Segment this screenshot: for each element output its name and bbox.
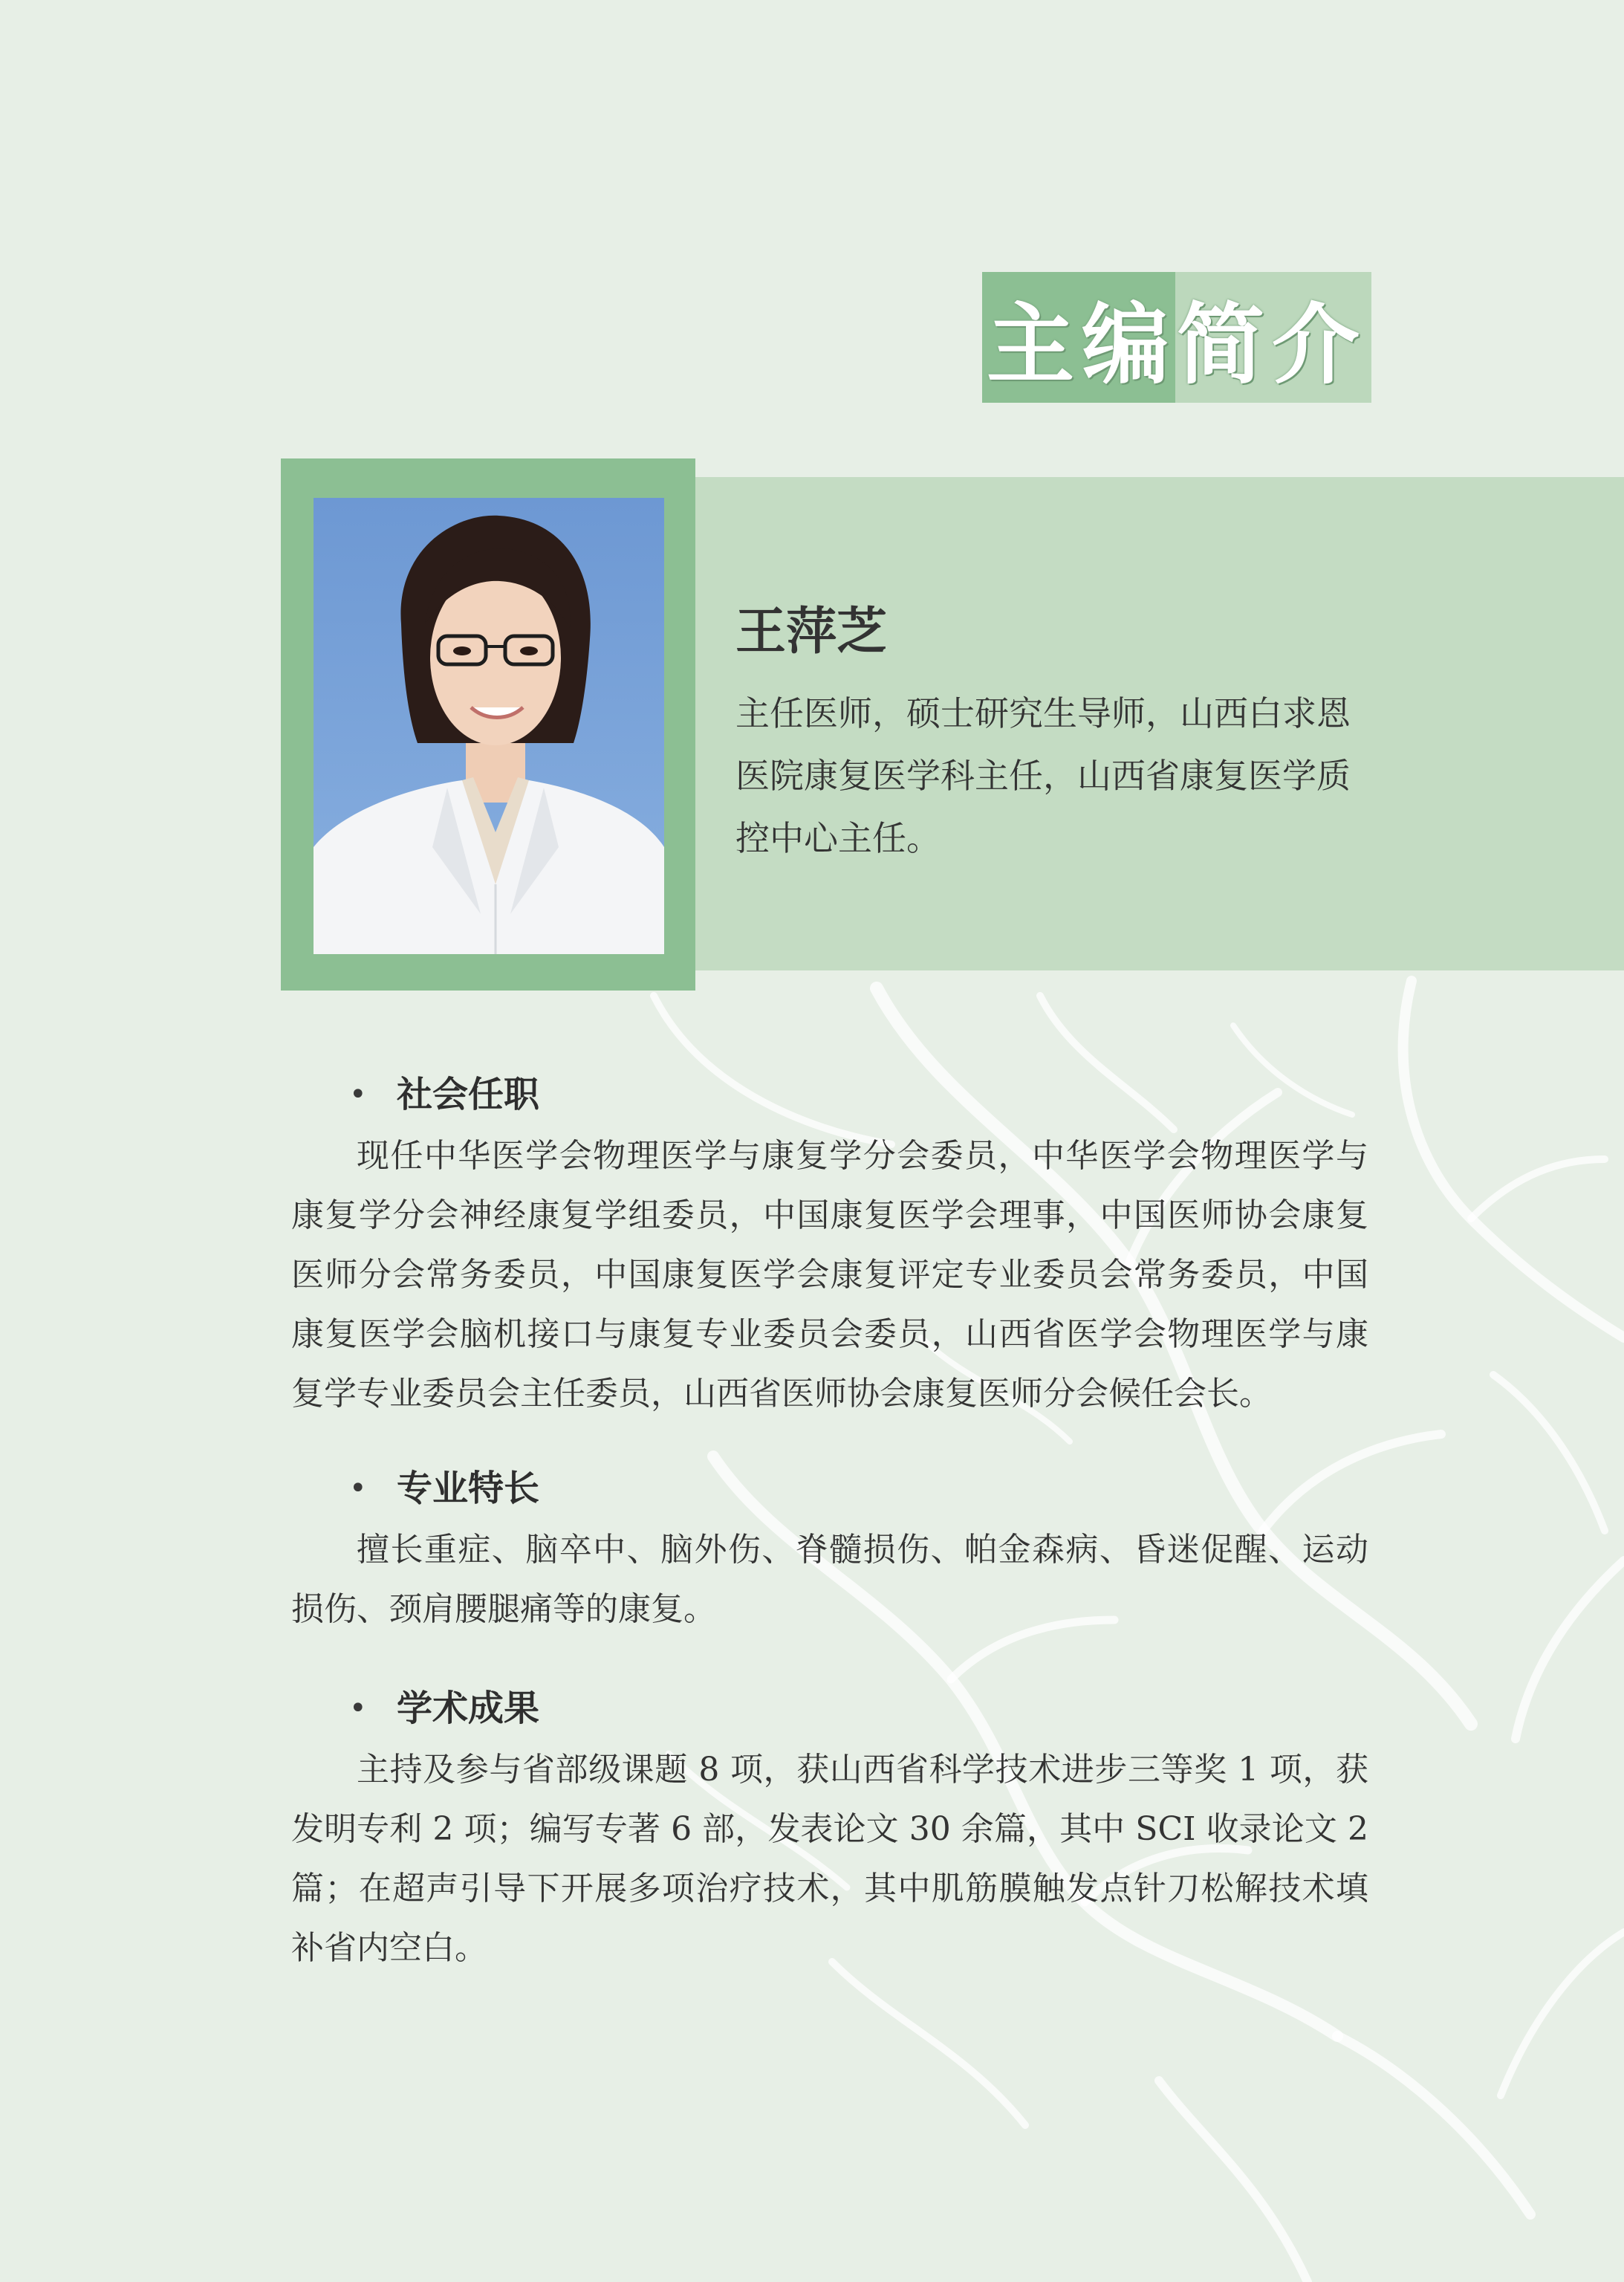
section-heading-text: 学术成果 bbox=[397, 1688, 540, 1729]
section-heading-academic-achievements bbox=[349, 1682, 539, 1734]
title-banner bbox=[982, 272, 1371, 403]
editor-name: 王萍芝 bbox=[735, 602, 888, 661]
portrait-photo bbox=[314, 498, 664, 954]
editor-intro: 主任医师，硕士研究生导师，山西白求恩医院康复医学科主任，山西省康复医学质控中心主任。 bbox=[735, 693, 1351, 858]
section-heading-text: 社会任职 bbox=[397, 1074, 540, 1115]
bullet-icon: • bbox=[349, 1471, 367, 1505]
page-title: 主编简介 bbox=[986, 294, 1367, 396]
section-body-academic-achievements: 主持及参与省部级课题 8 项，获山西省科学技术进步三等奖 1 项，获发明专利 2 项；编写专著 6 部，发表论文 30 余篇，其中 SCI 收录论文 2 篇；在超声引导下开展多项治疗技术，其中肌筋膜触发点针刀松解技术填补省内空白。 bbox=[291, 1751, 1368, 1967]
section-heading-text: 专业特长 bbox=[397, 1468, 540, 1509]
section-heading-social-positions bbox=[349, 1069, 539, 1121]
bullet-icon: • bbox=[349, 1077, 367, 1112]
bullet-icon: • bbox=[349, 1691, 367, 1725]
section-body-specialties: 擅长重症、脑卒中、脑外伤、脊髓损伤、帕金森病、昏迷促醒、运动损伤、颈肩腰腿痛等的康复。 bbox=[291, 1531, 1368, 1628]
section-body-social-positions: 现任中华医学会物理医学与康复学分会委员，中华医学会物理医学与康复学分会神经康复学组委员，中国康复医学会理事，中国医师协会康复医师分会常务委员，中国康复医学会康复评定专业委员会常务委员，中国康复医学会脑机接口与康复专业委员会委员，山西省医学会物理医学与康复学专业委员会主任委员，山西省医师协会康复医师分会候任会长。 bbox=[291, 1137, 1368, 1413]
section-heading-specialties bbox=[349, 1462, 539, 1514]
